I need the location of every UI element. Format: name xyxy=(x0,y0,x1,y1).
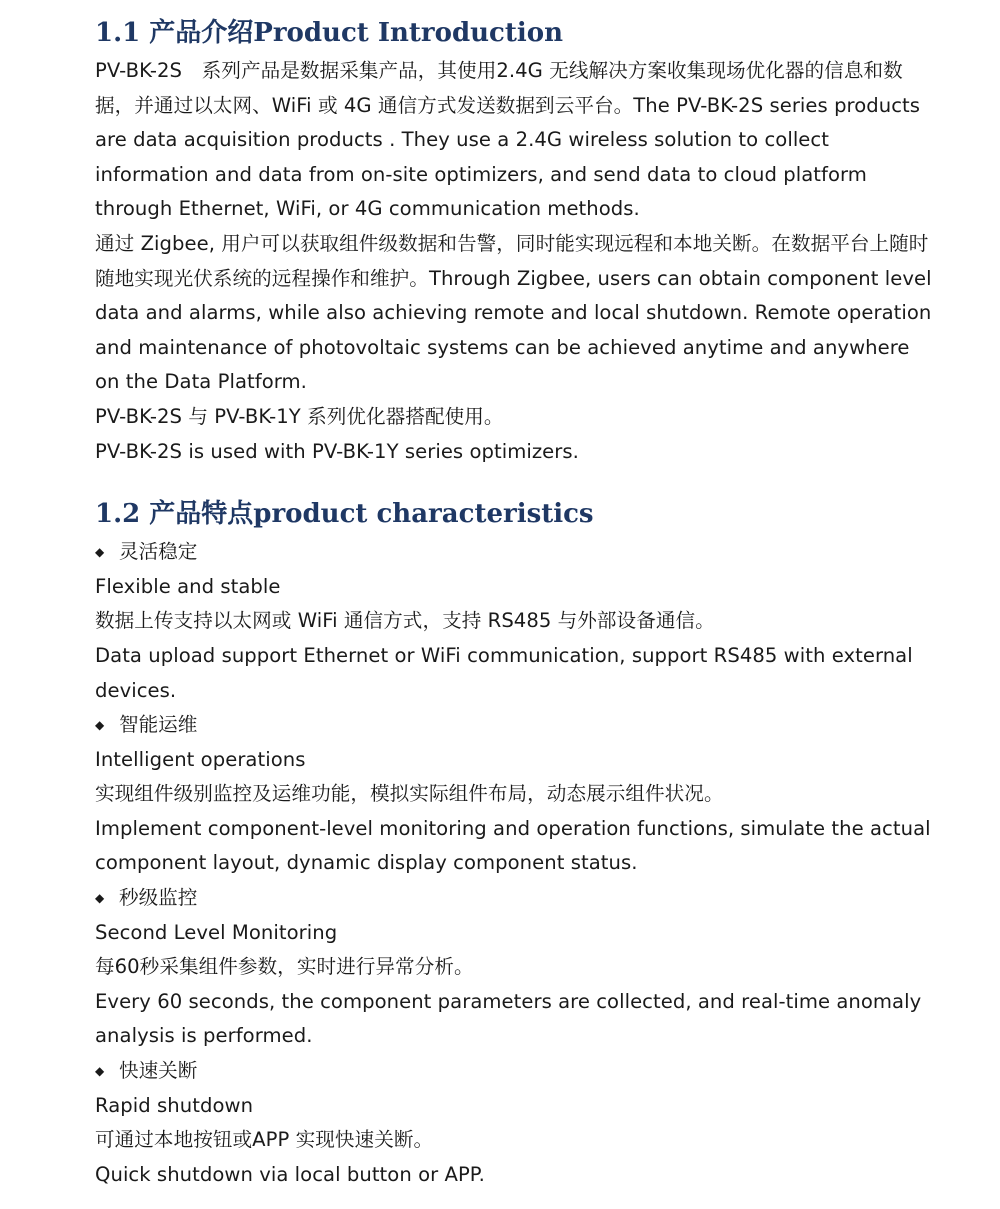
feature-desc-monitoring-en: Every 60 seconds, the component parameters are collected, and real-time anomaly analysis is performed. xyxy=(95,989,922,1048)
feature-desc-flexible-cn: 数据上传支持以太网或 WiFi 通信方式，支持 RS485 与外部设备通信。 xyxy=(95,609,715,633)
diamond-bullet-icon: ◆ xyxy=(95,718,105,733)
feature-title-monitoring-cn xyxy=(95,881,935,916)
feature-title-intelligent-cn xyxy=(95,708,935,743)
intro-paragraph-compat-cn: PV-BK-2S 与 PV-BK-1Y 系列优化器搭配使用。 xyxy=(95,404,504,428)
feature-title-intelligent-en: Intelligent operations xyxy=(95,747,306,771)
feature-desc-shutdown-cn: 可通过本地按钮或APP 实现快速关断。 xyxy=(95,1128,434,1152)
feature-title-monitoring-en: Second Level Monitoring xyxy=(95,920,338,944)
feature-desc-monitoring-cn: 每60秒采集组件参数，实时进行异常分析。 xyxy=(95,955,474,979)
feature-title-flexible-cn xyxy=(95,535,935,570)
document-page xyxy=(95,12,935,1192)
section-heading-product-characteristics: 1.2 产品特点product characteristics xyxy=(95,499,594,530)
feature-title-flexible-en: Flexible and stable xyxy=(95,574,281,598)
feature-title-text: 灵活稳定 xyxy=(119,540,198,564)
feature-title-text: 秒级监控 xyxy=(119,886,198,910)
diamond-bullet-icon: ◆ xyxy=(95,1064,105,1079)
diamond-bullet-icon: ◆ xyxy=(95,545,105,560)
feature-desc-intelligent-en: Implement component-level monitoring and operation functions, simulate the actual component layout, dynamic display component status. xyxy=(95,816,931,875)
intro-paragraph-compat-en: PV-BK-2S is used with PV-BK-1Y series optimizers. xyxy=(95,439,579,463)
feature-title-text: 快速关断 xyxy=(119,1059,198,1083)
section-heading-product-introduction: 1.1 产品介绍Product Introduction xyxy=(95,18,564,48)
feature-title-shutdown-cn xyxy=(95,1054,935,1089)
intro-paragraph-zigbee: 通过 Zigbee, 用户可以获取组件级数据和告警，同时能实现远程和本地关断。在数据平台上随时随地实现光伏系统的远程操作和维护。Through Zigbee, users can obtain component level data and alarms, while also achieving remote and local shutdown. Remote operation and maintenance of photovoltaic systems can be achieved anytime and anywhere on the Data Platform. xyxy=(95,231,932,394)
feature-desc-flexible-en: Data upload support Ethernet or WiFi communication, support RS485 with external devices. xyxy=(95,643,913,702)
feature-title-shutdown-en: Rapid shutdown xyxy=(95,1093,254,1117)
feature-desc-shutdown-en: Quick shutdown via local button or APP. xyxy=(95,1162,485,1186)
diamond-bullet-icon: ◆ xyxy=(95,891,105,906)
intro-paragraph-overview: PV-BK-2S 系列产品是数据采集产品，其使用2.4G 无线解决方案收集现场优化器的信息和数据，并通过以太网、WiFi 或 4G 通信方式发送数据到云平台。The PV-BK-2S series products are data acquisition products . They use a 2.4G wireless solution to collect information and data from on-site optimizers, and send data to cloud platform through Ethernet, WiFi, or 4G communication methods. xyxy=(95,59,921,221)
feature-title-text: 智能运维 xyxy=(119,713,198,737)
feature-desc-intelligent-cn: 实现组件级别监控及运维功能，模拟实际组件布局，动态展示组件状况。 xyxy=(95,782,724,806)
